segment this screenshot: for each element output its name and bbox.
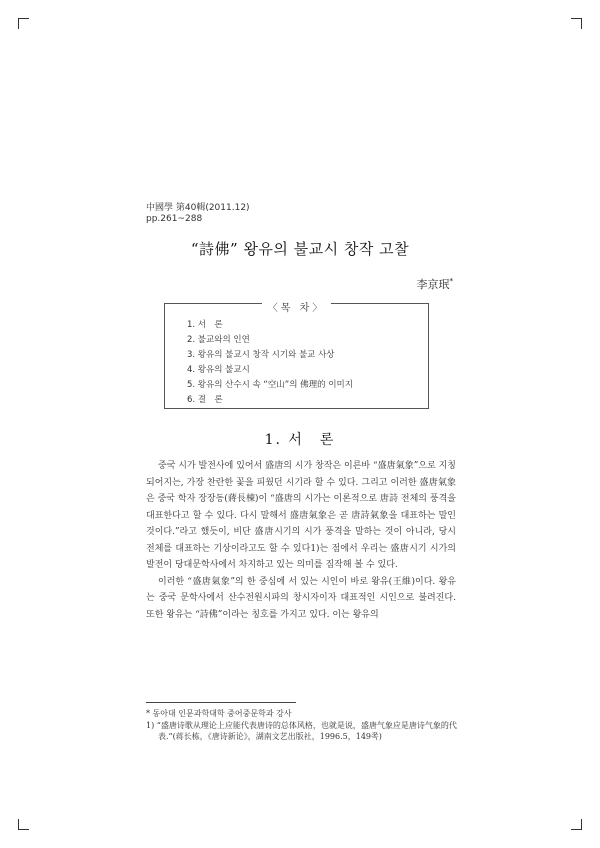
- toc-heading: 〈목 차〉: [262, 303, 332, 314]
- crop-mark-top-right: [571, 18, 582, 29]
- author-footnote-mark: *: [449, 277, 453, 286]
- author: [417, 276, 454, 292]
- toc-item: 6. 결 론: [187, 395, 223, 405]
- paper-title: “詩佛” 왕유의 불교시 창작 고찰: [190, 240, 410, 258]
- crop-mark-bottom-right: [571, 819, 582, 830]
- journal-info: [146, 203, 250, 225]
- toc-item: 1. 서 론: [187, 320, 223, 330]
- toc-item: 3. 왕유의 불교시 창작 시기와 불교 사상: [187, 350, 335, 360]
- toc-item: 2. 불교와의 인연: [187, 335, 250, 345]
- footnote-1: 1) “盛唐诗歌从理论上应能代表唐诗的总体风格，也就是说，盛唐气象应是唐诗气象的代表.”(蒋长栋，《唐诗新论》，湖南文艺出版社，1996.5，149쪽): [146, 720, 457, 741]
- footnote-divider: [146, 702, 296, 703]
- author-name: 李京珉: [416, 278, 450, 291]
- journal-name: 中國學 第40輯(2011.12): [146, 203, 250, 213]
- footnotes: [146, 708, 458, 743]
- journal-pages: pp.261~288: [146, 214, 203, 224]
- crop-mark-bottom-left: [18, 819, 29, 830]
- toc-list: [187, 318, 353, 408]
- toc-item: 5. 왕유의 산수시 속 “空山”의 佛理的 이미지: [187, 380, 353, 390]
- body-paragraph: 중국 시가 발전사에 있어서 盛唐의 시가 창작은 이른바 “盛唐氣象”으로 지칭되어지는, 가장 찬란한 꽃을 피웠던 시기라 할 수 있다. 그리고 이러한 盛唐氣象은 중국 학자 장장동(蔣長棟)이 “盛唐의 시가는 이론적으로 唐詩 전체의 풍격을 대표한다고 할 수 있다. 다시 말해서 盛唐氣象은 곧 唐詩氣象을 대표하는 말인 것이다.”라고 했듯이, 비단 盛唐시기의 시가 풍격을 말하는 것이 아니라, 당시 전체를 대표하는 기상이라고도 할 수 있다1)는 점에서 우리는 盛唐시기 시가의 발전이 당대문학사에서 차지하고 있는 의미를 짐작해 볼 수 있다.: [146, 461, 456, 570]
- footnote-affiliation: * 동아대 인문과학대학 중어중문학과 강사: [146, 709, 292, 718]
- section-heading: 1. 서 론: [264, 432, 336, 448]
- body-text: [146, 458, 456, 623]
- table-of-contents: [164, 303, 429, 409]
- body-paragraph: 이러한 “盛唐氣象”의 한 중심에 서 있는 시인이 바로 왕유(王維)이다. 왕유는 중국 문학사에서 산수전원시파의 창시자이자 대표적인 시인으로 불려진다. 또한 왕유는 “詩佛”이라는 칭호를 가지고 있다. 이는 왕유의: [146, 576, 456, 620]
- toc-item: 4. 왕유의 불교시: [187, 365, 250, 375]
- crop-mark-top-left: [18, 18, 29, 29]
- toc-heading-wrap: [165, 296, 428, 315]
